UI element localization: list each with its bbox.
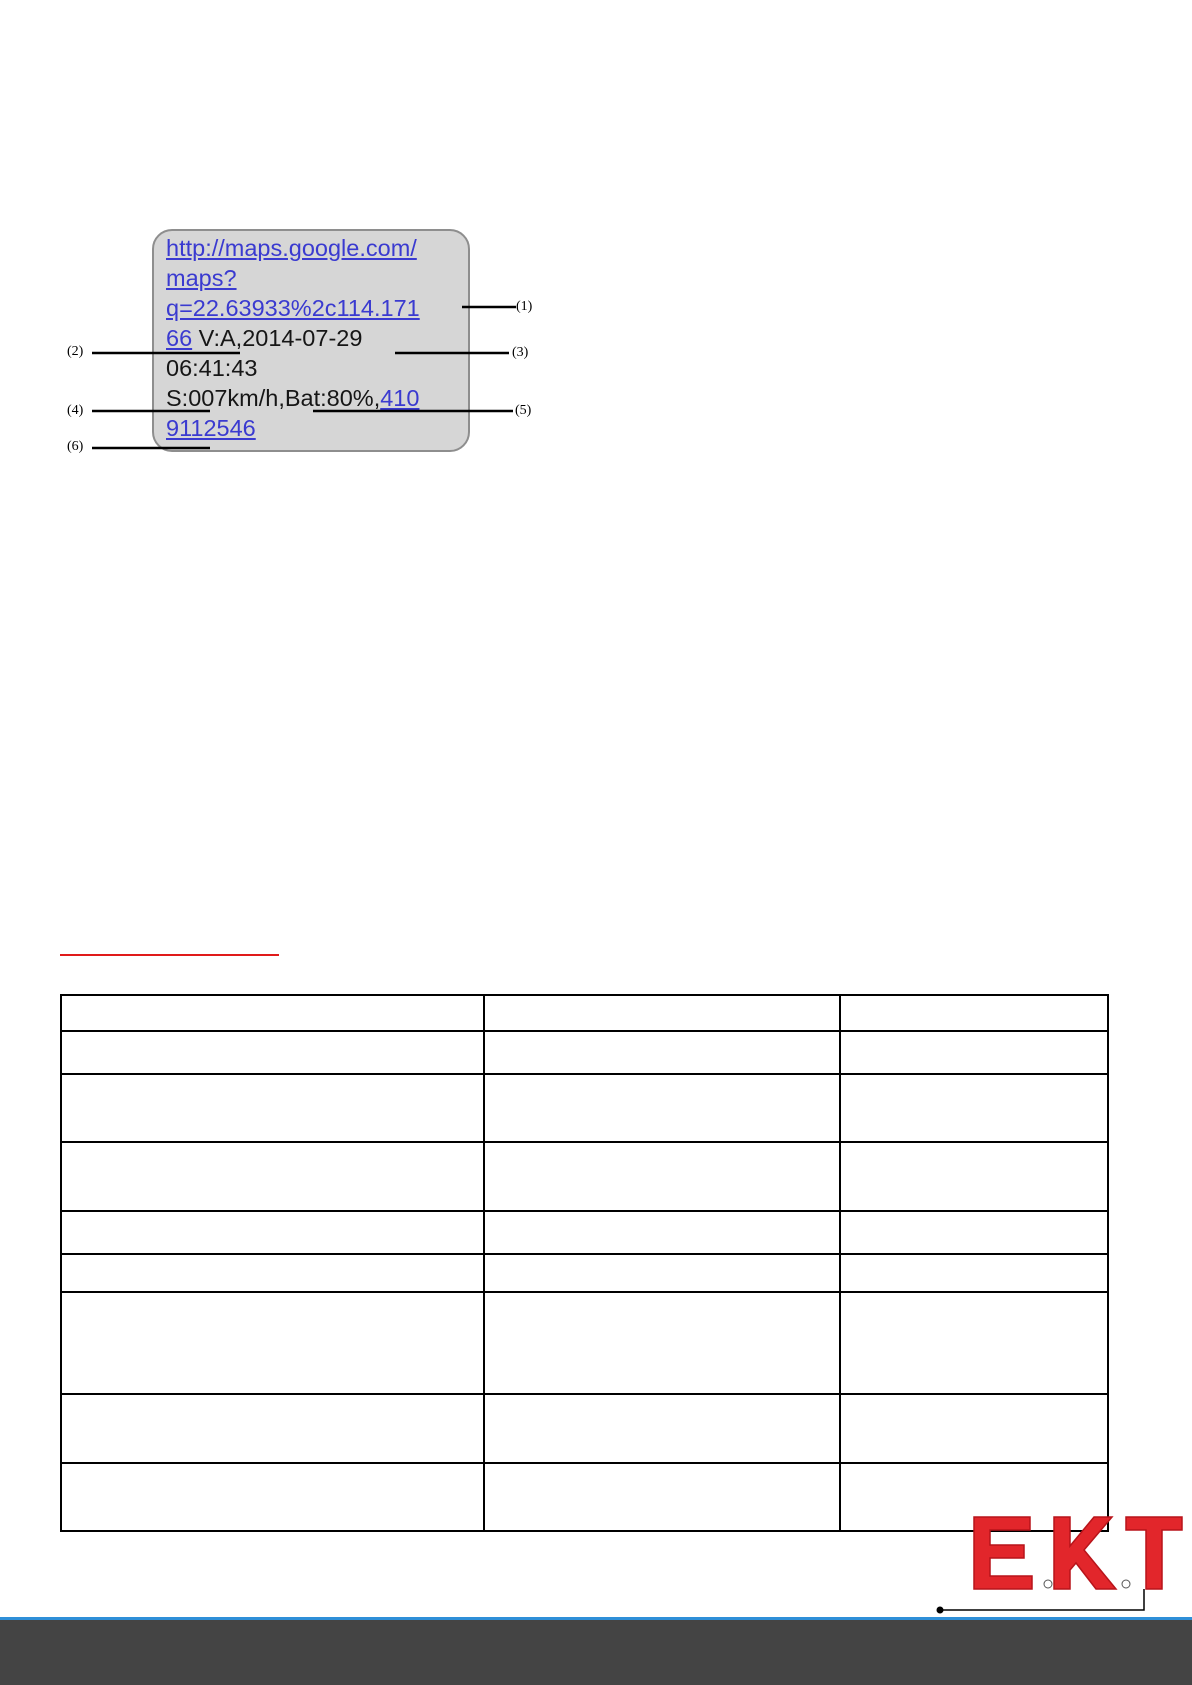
- table-cell: [840, 1211, 1108, 1254]
- table-cell: [61, 1394, 484, 1463]
- table-cell: [840, 1142, 1108, 1211]
- table-row: [61, 995, 1108, 1031]
- logo-letter-t: [1126, 1517, 1182, 1589]
- table-cell: [484, 1211, 840, 1254]
- table-cell: [61, 1031, 484, 1074]
- table-cell: [484, 995, 840, 1031]
- table-cell: [484, 1031, 840, 1074]
- table-cell: [840, 1292, 1108, 1394]
- callout-label-4: (4): [67, 403, 84, 418]
- table-row: [61, 1031, 1108, 1074]
- page-footer: [0, 1620, 1192, 1685]
- ekt-logo: [930, 1510, 1192, 1618]
- table-cell: [840, 1031, 1108, 1074]
- section-heading-underline: [60, 954, 279, 956]
- table-row: [61, 1142, 1108, 1211]
- sms-phone-link-part-2[interactable]: 9112546: [166, 415, 256, 441]
- table-cell: [840, 1254, 1108, 1292]
- table-row: [61, 1394, 1108, 1463]
- table-cell: [484, 1394, 840, 1463]
- table-cell: [484, 1074, 840, 1142]
- table-cell: [484, 1142, 840, 1211]
- sms-link-line-4[interactable]: 66: [166, 325, 193, 351]
- table-cell: [61, 1292, 484, 1394]
- table-row: [61, 1211, 1108, 1254]
- table-cell: [61, 1211, 484, 1254]
- logo-letter-k: [1054, 1517, 1116, 1589]
- sms-link-line-2[interactable]: maps?: [166, 265, 237, 291]
- logo-connector-dot: [937, 1607, 944, 1614]
- table-cell: [840, 1394, 1108, 1463]
- table-cell: [61, 995, 484, 1031]
- table-cell: [840, 995, 1108, 1031]
- table-cell: [484, 1292, 840, 1394]
- logo-letter-e: [974, 1517, 1032, 1589]
- sms-link-line-1[interactable]: http://maps.google.com/: [166, 235, 417, 261]
- sms-phone-link-part-1[interactable]: 410: [380, 385, 420, 411]
- callout-label-5: (5): [515, 403, 532, 418]
- logo-dot-2: [1122, 1580, 1130, 1588]
- table-cell: [61, 1254, 484, 1292]
- callout-label-2: (2): [67, 344, 84, 359]
- table-row: [61, 1254, 1108, 1292]
- sms-link-line-3[interactable]: q=22.63933%2c114.171: [166, 295, 420, 321]
- sms-status-date: V:A,2014-07-29: [192, 325, 363, 351]
- logo-connector: [940, 1589, 1144, 1610]
- sms-time: 06:41:43: [166, 355, 258, 381]
- table-row: [61, 1292, 1108, 1394]
- table-cell: [61, 1142, 484, 1211]
- logo-dot-1: [1044, 1580, 1052, 1588]
- table-cell: [61, 1463, 484, 1531]
- callout-label-1: (1): [516, 299, 533, 314]
- table-cell: [61, 1074, 484, 1142]
- table-row: [61, 1074, 1108, 1142]
- callout-label-3: (3): [512, 345, 529, 360]
- table-cell: [840, 1074, 1108, 1142]
- sms-speed-battery: S:007km/h,Bat:80%,: [166, 385, 381, 411]
- callout-label-6: (6): [67, 439, 84, 454]
- table-cell: [484, 1463, 840, 1531]
- table-cell: [484, 1254, 840, 1292]
- spec-table: [60, 994, 1109, 1532]
